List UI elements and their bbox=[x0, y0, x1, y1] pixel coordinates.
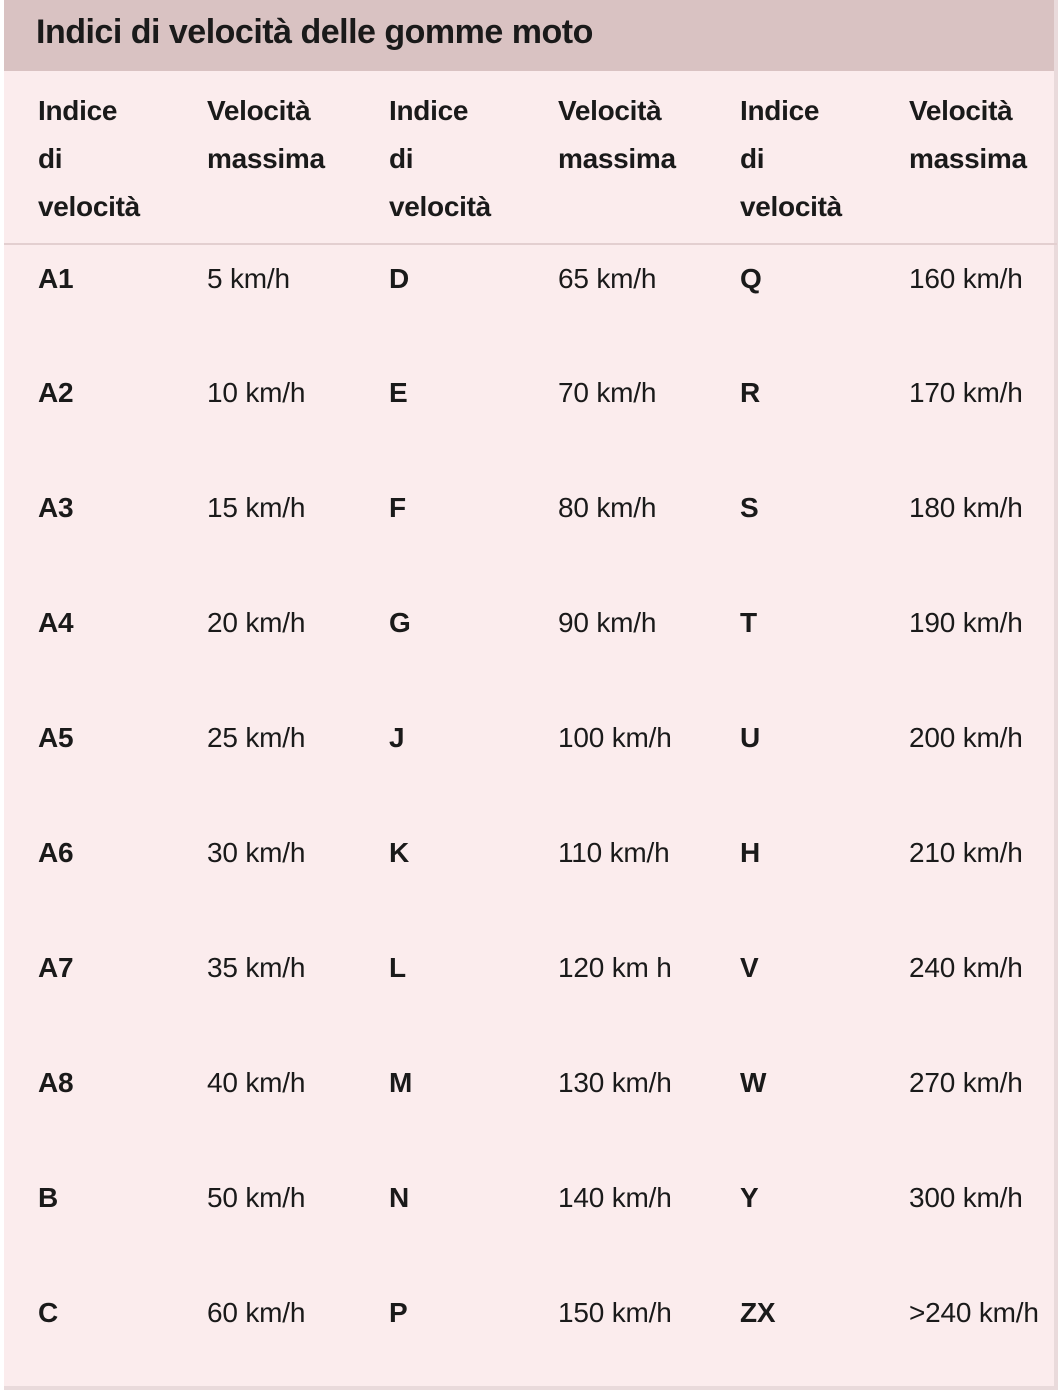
max-speed-cell: 150 km/h bbox=[558, 1297, 672, 1328]
speed-index-cell: A6 bbox=[38, 837, 74, 868]
speed-index-cell: L bbox=[389, 952, 406, 983]
max-speed-cell: 20 km/h bbox=[207, 607, 306, 638]
speed-index-cell: B bbox=[38, 1182, 59, 1213]
table-header bbox=[4, 71, 1057, 244]
max-speed-cell: 100 km/h bbox=[558, 722, 672, 753]
max-speed-cell: 200 km/h bbox=[909, 722, 1023, 753]
speed-index-cell: A8 bbox=[38, 1067, 74, 1098]
speed-index-cell: W bbox=[740, 1067, 767, 1098]
table-row bbox=[4, 474, 1057, 589]
speed-index-cell: D bbox=[389, 263, 410, 294]
max-speed-cell: 40 km/h bbox=[207, 1067, 306, 1098]
table-row bbox=[4, 1049, 1057, 1164]
speed-index-cell: E bbox=[389, 377, 408, 408]
max-speed-cell: 110 km/h bbox=[558, 837, 670, 868]
max-speed-cell: 70 km/h bbox=[558, 377, 657, 408]
max-speed-cell: 270 km/h bbox=[909, 1067, 1023, 1098]
max-speed-cell: 15 km/h bbox=[207, 492, 306, 523]
max-speed-cell: >240 km/h bbox=[909, 1297, 1039, 1328]
speed-index-cell: A7 bbox=[38, 952, 74, 983]
max-speed-cell: 80 km/h bbox=[558, 492, 657, 523]
header-index-2: Indice di velocità bbox=[355, 71, 524, 244]
speed-index-cell: R bbox=[740, 377, 761, 408]
table-row bbox=[4, 244, 1057, 359]
max-speed-cell: 180 km/h bbox=[909, 492, 1023, 523]
table-row bbox=[4, 589, 1057, 704]
table-row bbox=[4, 1164, 1057, 1279]
speed-index-cell: A1 bbox=[38, 263, 74, 294]
speed-index-cell: M bbox=[389, 1067, 413, 1098]
table-body bbox=[4, 244, 1057, 1394]
speed-index-table bbox=[4, 71, 1057, 1394]
max-speed-cell: 35 km/h bbox=[207, 952, 306, 983]
speed-index-cell: A4 bbox=[38, 607, 74, 638]
header-row bbox=[4, 71, 1057, 244]
speed-index-cell: H bbox=[740, 837, 761, 868]
speed-index-cell: K bbox=[389, 837, 410, 868]
speed-index-cell: J bbox=[389, 722, 405, 753]
max-speed-cell: 65 km/h bbox=[558, 263, 657, 294]
table-row bbox=[4, 934, 1057, 1049]
max-speed-cell: 90 km/h bbox=[558, 607, 657, 638]
header-speed-1: Velocità massima bbox=[173, 71, 355, 244]
speed-index-table-card bbox=[4, 0, 1058, 1390]
speed-index-cell: S bbox=[740, 492, 759, 523]
max-speed-cell: 190 km/h bbox=[909, 607, 1023, 638]
speed-index-cell: T bbox=[740, 607, 757, 638]
speed-index-cell: ZX bbox=[740, 1297, 776, 1328]
speed-index-cell: V bbox=[740, 952, 759, 983]
speed-index-cell: P bbox=[389, 1297, 408, 1328]
max-speed-cell: 170 km/h bbox=[909, 377, 1023, 408]
max-speed-cell: 30 km/h bbox=[207, 837, 306, 868]
max-speed-cell: 300 km/h bbox=[909, 1182, 1023, 1213]
speed-index-cell: A3 bbox=[38, 492, 74, 523]
max-speed-cell: 10 km/h bbox=[207, 377, 306, 408]
table-row bbox=[4, 704, 1057, 819]
table-row bbox=[4, 1279, 1057, 1394]
speed-index-cell: C bbox=[38, 1297, 59, 1328]
header-index-3: Indice di velocità bbox=[706, 71, 875, 244]
max-speed-cell: 5 km/h bbox=[207, 263, 290, 294]
header-speed-3: Velocità massima bbox=[875, 71, 1057, 244]
max-speed-cell: 120 km h bbox=[558, 952, 672, 983]
speed-index-cell: U bbox=[740, 722, 761, 753]
speed-index-cell: Y bbox=[740, 1182, 759, 1213]
max-speed-cell: 240 km/h bbox=[909, 952, 1023, 983]
max-speed-cell: 140 km/h bbox=[558, 1182, 672, 1213]
max-speed-cell: 130 km/h bbox=[558, 1067, 672, 1098]
max-speed-cell: 25 km/h bbox=[207, 722, 306, 753]
table-row bbox=[4, 819, 1057, 934]
max-speed-cell: 210 km/h bbox=[909, 837, 1023, 868]
header-speed-2: Velocità massima bbox=[524, 71, 706, 244]
speed-index-cell: F bbox=[389, 492, 406, 523]
speed-index-cell: Q bbox=[740, 263, 762, 294]
table-row bbox=[4, 359, 1057, 474]
table-title: Indici di velocità delle gomme moto bbox=[36, 13, 593, 51]
table-title-bar bbox=[4, 0, 1054, 71]
max-speed-cell: 60 km/h bbox=[207, 1297, 306, 1328]
speed-index-cell: A2 bbox=[38, 377, 74, 408]
speed-index-cell: A5 bbox=[38, 722, 74, 753]
speed-index-cell: G bbox=[389, 607, 411, 638]
header-index-1: Indice di velocità bbox=[4, 71, 173, 244]
max-speed-cell: 160 km/h bbox=[909, 263, 1023, 294]
speed-index-cell: N bbox=[389, 1182, 410, 1213]
max-speed-cell: 50 km/h bbox=[207, 1182, 306, 1213]
